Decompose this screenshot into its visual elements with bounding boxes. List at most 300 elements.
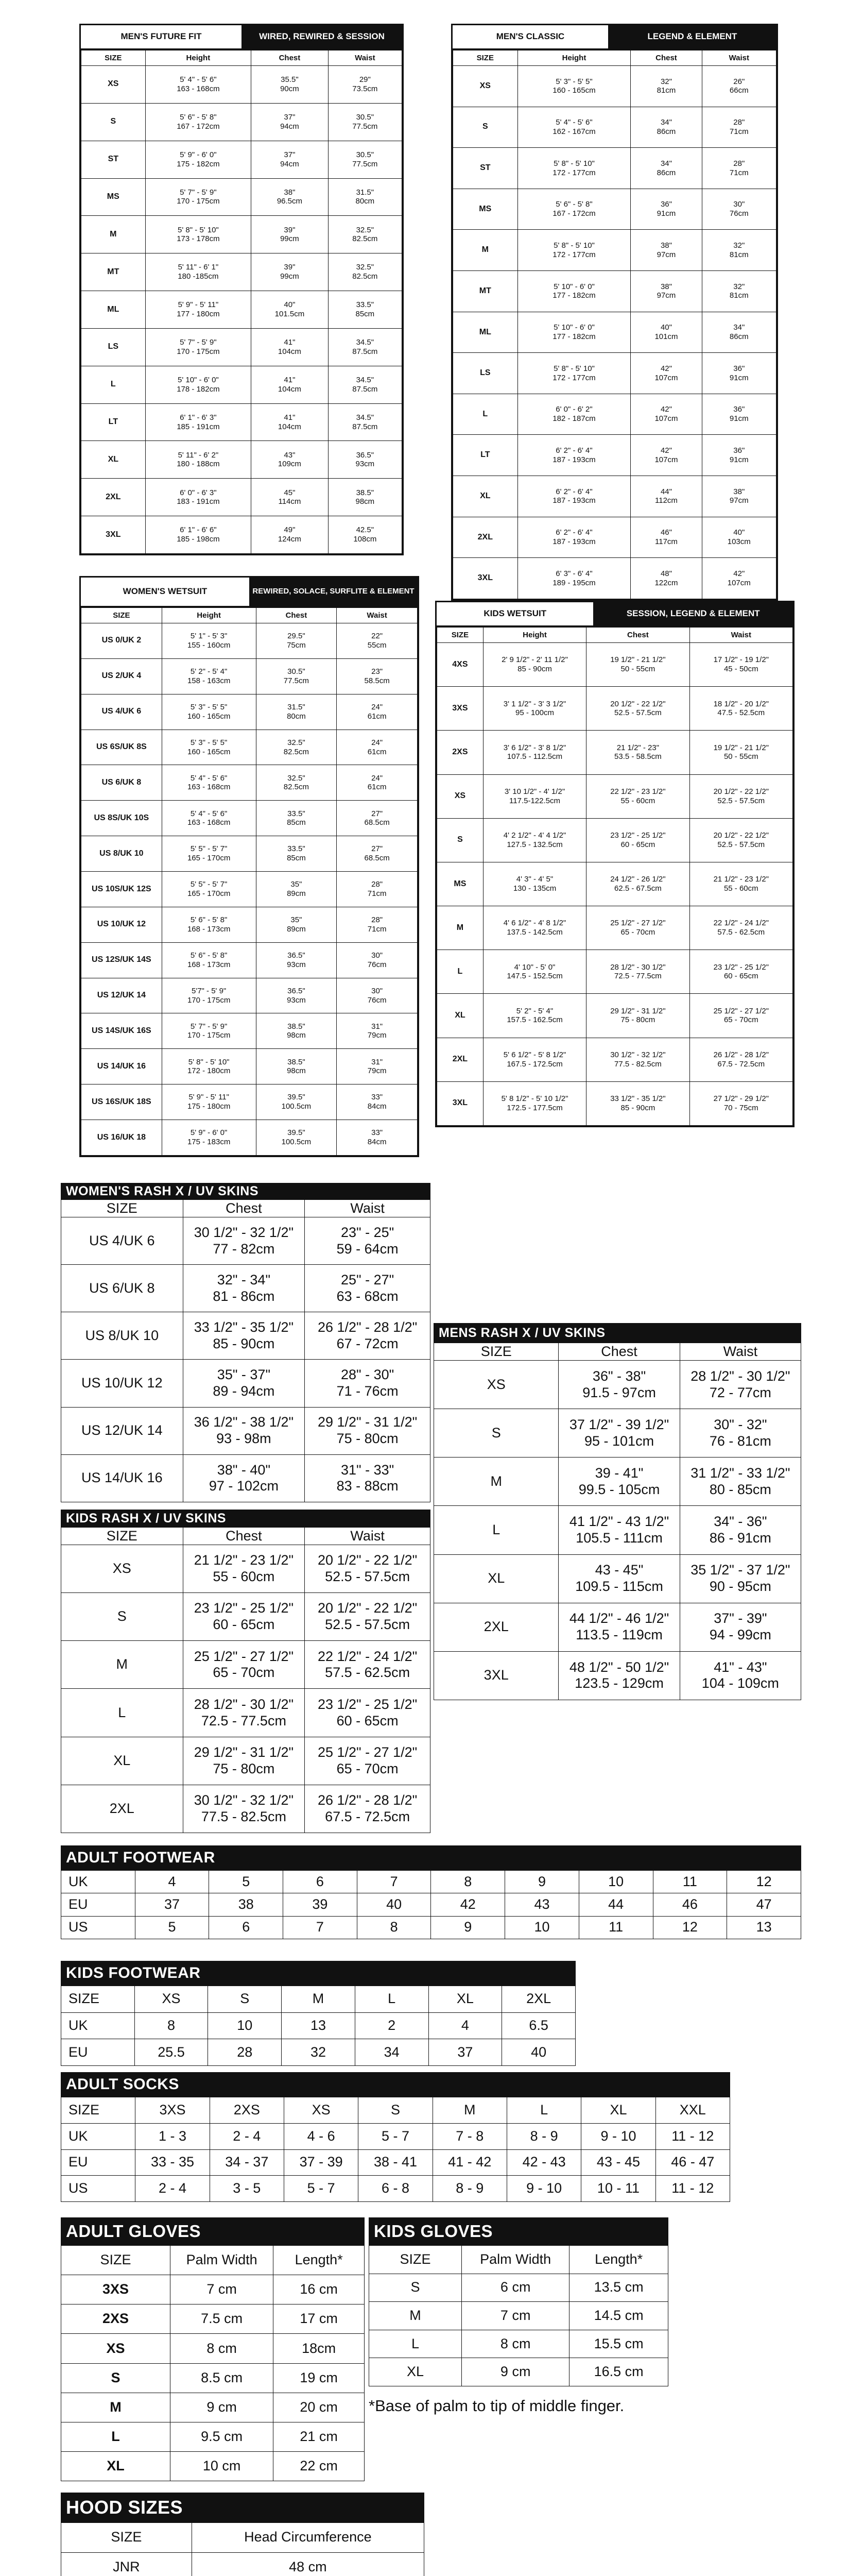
table-row <box>61 2363 365 2393</box>
size-cell: XL <box>61 1737 183 1785</box>
value-cell: 23" 58.5cm <box>337 658 418 694</box>
value-cell: 33.5" 85cm <box>256 836 337 872</box>
size-cell: SIZE <box>61 2097 135 2124</box>
womens-wetsuit-chart <box>79 576 419 1157</box>
value-cell: 3' 6 1/2" - 3' 8 1/2" 107.5 - 112.5cm <box>483 731 586 774</box>
value-cell: 37 1/2" - 39 1/2" 95 - 101cm <box>559 1409 680 1458</box>
column-header: SIZE <box>81 50 146 66</box>
value-cell: 35 1/2" - 37 1/2" 90 - 95cm <box>680 1554 801 1603</box>
value-cell: 6 - 8 <box>358 2176 433 2202</box>
size-cell: 3XL <box>453 558 518 599</box>
size-cell: 3XS <box>61 2275 170 2304</box>
value-cell: 10 <box>505 1916 579 1939</box>
value-cell: 8 cm <box>170 2334 273 2363</box>
value-cell: 32" 81cm <box>702 271 776 312</box>
table-row <box>61 1871 801 1893</box>
value-cell: 43" 109cm <box>251 441 329 479</box>
size-cell: XL <box>453 476 518 517</box>
value-cell: 12 <box>653 1916 727 1939</box>
size-cell: S <box>437 818 484 862</box>
value-cell: 6' 1" - 6' 3" 185 - 191cm <box>145 403 251 441</box>
table-row <box>437 950 793 994</box>
value-cell: 11 <box>579 1916 653 1939</box>
value-cell: 42 - 43 <box>507 2149 581 2176</box>
size-cell: LS <box>81 328 146 366</box>
value-cell: 43 - 45" 109.5 - 115cm <box>559 1554 680 1603</box>
mens-classic-chart <box>451 24 778 601</box>
value-cell: 5' 11" - 6' 1" 180 -185cm <box>145 253 251 291</box>
size-cell: XL <box>437 994 484 1038</box>
value-cell: 22 1/2" - 24 1/2" 57.5 - 62.5cm <box>305 1641 430 1689</box>
mens-future-fit-chart <box>79 24 404 555</box>
value-cell: 6' 2" - 6' 4" 187 - 193cm <box>517 435 631 476</box>
value-cell: 34" 86cm <box>702 312 776 353</box>
table-row <box>61 2176 730 2202</box>
value-cell: 5' 4" - 5' 6" 163 - 168cm <box>145 66 251 104</box>
value-cell: 2 <box>355 2012 428 2039</box>
size-cell: 2XL <box>61 1785 183 1833</box>
value-cell: 32.5" 82.5cm <box>328 253 402 291</box>
size-cell: JNR <box>61 2552 192 2576</box>
value-cell: 29 1/2" - 31 1/2" 75 - 80cm <box>305 1407 430 1454</box>
size-cell: US 10S/UK 12S <box>81 872 162 907</box>
value-cell: 5' 11" - 6' 2" 180 - 188cm <box>145 441 251 479</box>
size-cell: XS <box>434 1361 559 1409</box>
table-row <box>61 1360 430 1407</box>
table-row <box>81 103 402 141</box>
value-cell: 36.5" 93cm <box>328 441 402 479</box>
mens-rash-chart <box>434 1323 801 1700</box>
value-cell: S <box>208 1986 282 2013</box>
value-cell: 5' 5" - 5' 7" 165 - 170cm <box>162 872 256 907</box>
value-cell: 40" 103cm <box>702 517 776 558</box>
column-header: SIZE <box>434 1343 559 1361</box>
table-row <box>81 403 402 441</box>
value-cell: 39.5" 100.5cm <box>256 1084 337 1120</box>
table-row <box>81 658 418 694</box>
value-cell: 5'7" - 5' 9" 170 - 175cm <box>162 978 256 1013</box>
column-header: Waist <box>689 628 792 643</box>
value-cell: 23" - 25" 59 - 64cm <box>305 1217 430 1265</box>
size-cell: 3XL <box>81 516 146 554</box>
table-row <box>453 189 776 230</box>
value-cell: 9 cm <box>462 2358 569 2386</box>
table-row <box>81 730 418 765</box>
value-cell: 8 - 9 <box>433 2176 507 2202</box>
table-row <box>81 765 418 801</box>
size-cell: S <box>453 107 518 148</box>
table-row <box>81 328 402 366</box>
size-cell: 2XL <box>434 1603 559 1651</box>
table-row <box>81 1120 418 1156</box>
table-row <box>61 1893 801 1916</box>
value-cell: 5' 8" - 5' 10" 172 - 177cm <box>517 148 631 189</box>
value-cell: 6.5 <box>502 2012 576 2039</box>
value-cell: 40" 101cm <box>631 312 702 353</box>
chart-subtitle: LEGEND & ELEMENT <box>608 25 776 48</box>
size-cell: XS <box>81 66 146 104</box>
value-cell: 29" 73.5cm <box>328 66 402 104</box>
table-row <box>61 1545 430 1593</box>
value-cell: 9.5 cm <box>170 2422 273 2451</box>
size-cell: US 10/UK 12 <box>61 1360 183 1407</box>
table-row <box>434 1409 801 1458</box>
table-row <box>81 516 402 554</box>
value-cell: 22 1/2" - 24 1/2" 57.5 - 62.5cm <box>689 906 792 950</box>
value-cell: 5' 8" - 5' 10" 172 - 177cm <box>517 353 631 394</box>
value-cell: 25 1/2" - 27 1/2" 65 - 70cm <box>305 1737 430 1785</box>
value-cell: 38" 96.5cm <box>251 178 329 216</box>
size-cell: S <box>61 1593 183 1641</box>
size-cell: L <box>81 366 146 403</box>
value-cell: 2XS <box>210 2097 284 2124</box>
column-header: Chest <box>256 608 337 623</box>
table-row <box>61 2334 365 2363</box>
table-row <box>453 476 776 517</box>
chart-title: ADULT GLOVES <box>61 2217 365 2245</box>
value-cell: 7.5 cm <box>170 2304 273 2334</box>
column-header: SIZE <box>437 628 484 643</box>
table-row <box>61 2012 576 2039</box>
value-cell: 28 1/2" - 30 1/2" 72.5 - 77.5cm <box>586 950 689 994</box>
size-cell: UK <box>61 1871 135 1893</box>
column-header: SIZE <box>61 2523 192 2553</box>
table-row <box>434 1554 801 1603</box>
table-row <box>61 2304 365 2334</box>
value-cell: 6' 2" - 6' 4" 187 - 193cm <box>517 517 631 558</box>
value-cell: 36" 91cm <box>702 435 776 476</box>
table-row <box>61 2552 424 2576</box>
value-cell: 23 1/2" - 25 1/2" 60 - 65cm <box>689 950 792 994</box>
value-cell: 21 1/2" - 23" 53.5 - 58.5cm <box>586 731 689 774</box>
size-cell: 3XL <box>434 1651 559 1700</box>
table-row <box>453 517 776 558</box>
table-row <box>437 994 793 1038</box>
value-cell: 36" 91cm <box>702 394 776 435</box>
value-cell: 8.5 cm <box>170 2363 273 2393</box>
value-cell: 4 - 6 <box>284 2123 358 2149</box>
size-cell: US 8S/UK 10S <box>81 801 162 836</box>
value-cell: 33" 84cm <box>337 1120 418 1156</box>
table-row <box>437 731 793 774</box>
value-cell: 20 1/2" - 22 1/2" 52.5 - 57.5cm <box>305 1545 430 1593</box>
value-cell: 11 - 12 <box>655 2176 730 2202</box>
size-cell: MS <box>437 862 484 906</box>
value-cell: 39" 99cm <box>251 253 329 291</box>
value-cell: 42" 107cm <box>631 435 702 476</box>
value-cell: 5 - 7 <box>284 2176 358 2202</box>
value-cell: 6' 2" - 6' 4" 187 - 193cm <box>517 476 631 517</box>
column-header: Waist <box>702 50 776 66</box>
column-header: Chest <box>183 1528 305 1545</box>
table-row <box>81 1084 418 1120</box>
table-row <box>434 1603 801 1651</box>
value-cell: 4 <box>428 2012 502 2039</box>
value-cell: 27 1/2" - 29 1/2" 70 - 75cm <box>689 1081 792 1125</box>
size-cell: ST <box>453 148 518 189</box>
value-cell: 31.5" 80cm <box>328 178 402 216</box>
value-cell: 39 - 41" 99.5 - 105cm <box>559 1458 680 1506</box>
value-cell: 33" 84cm <box>337 1084 418 1120</box>
adult-socks-chart <box>61 2072 730 2202</box>
value-cell: 5 <box>135 1916 209 1939</box>
size-cell: 4XS <box>437 643 484 687</box>
value-cell: 28" - 30" 71 - 76cm <box>305 1360 430 1407</box>
value-cell: 8 <box>134 2012 208 2039</box>
table-row <box>61 2451 365 2481</box>
value-cell: 40 <box>502 2039 576 2066</box>
value-cell: 39.5" 100.5cm <box>256 1120 337 1156</box>
chart-title: WOMEN'S WETSUIT <box>81 578 249 606</box>
column-header: Palm Width <box>462 2246 569 2274</box>
value-cell: 41" 104cm <box>251 366 329 403</box>
chart-title: KIDS WETSUIT <box>437 602 593 625</box>
value-cell: 6 cm <box>462 2274 569 2302</box>
value-cell: 26" 66cm <box>702 66 776 107</box>
value-cell: 32.5" 82.5cm <box>328 216 402 253</box>
value-cell: 19 1/2" - 21 1/2" 50 - 55cm <box>689 731 792 774</box>
table-row <box>434 1458 801 1506</box>
value-cell: 34 <box>355 2039 428 2066</box>
value-cell: 41" - 43" 104 - 109cm <box>680 1651 801 1700</box>
value-cell: 7 cm <box>170 2275 273 2304</box>
value-cell: 12 <box>727 1871 801 1893</box>
size-cell: S <box>369 2274 462 2302</box>
column-header: SIZE <box>81 608 162 623</box>
value-cell: 32.5" 82.5cm <box>256 765 337 801</box>
column-header: Height <box>145 50 251 66</box>
value-cell: 34.5" 87.5cm <box>328 403 402 441</box>
table-row <box>61 2097 730 2124</box>
table-row <box>61 1986 576 2013</box>
size-cell: MT <box>453 271 518 312</box>
value-cell: 8 - 9 <box>507 2123 581 2149</box>
size-cell: US 10/UK 12 <box>81 907 162 942</box>
size-cell: US 0/UK 2 <box>81 623 162 659</box>
table-row <box>453 558 776 599</box>
size-cell: L <box>437 950 484 994</box>
value-cell: 28" 71cm <box>337 872 418 907</box>
value-cell: 46 - 47 <box>655 2149 730 2176</box>
kids-footwear-chart <box>61 1961 576 2066</box>
value-cell: 29 1/2" - 31 1/2" 75 - 80cm <box>586 994 689 1038</box>
size-cell: LT <box>81 403 146 441</box>
value-cell: 38" 97cm <box>631 230 702 271</box>
size-cell: XL <box>434 1554 559 1603</box>
value-cell: 5 - 7 <box>358 2123 433 2149</box>
value-cell: 29 1/2" - 31 1/2" 75 - 80cm <box>183 1737 305 1785</box>
size-cell: S <box>61 2363 170 2393</box>
value-cell: 42" 107cm <box>631 394 702 435</box>
value-cell: 45" 114cm <box>251 479 329 516</box>
value-cell: 31" 79cm <box>337 1049 418 1084</box>
size-cell: US 4/UK 6 <box>61 1217 183 1265</box>
value-cell: 5' 8" - 5' 10" 172 - 180cm <box>162 1049 256 1084</box>
column-header: Length* <box>569 2246 668 2274</box>
value-cell: 5' 2" - 5' 4" 158 - 163cm <box>162 658 256 694</box>
size-cell: MS <box>81 178 146 216</box>
value-cell: 5' 4" - 5' 6" 163 - 168cm <box>162 801 256 836</box>
value-cell: 26 1/2" - 28 1/2" 67 - 72cm <box>305 1312 430 1360</box>
size-cell: L <box>453 394 518 435</box>
value-cell: 48 cm <box>192 2552 424 2576</box>
size-cell: US 2/UK 4 <box>81 658 162 694</box>
value-cell: 38.5" 98cm <box>328 479 402 516</box>
value-cell: 4' 6 1/2" - 4' 8 1/2" 137.5 - 142.5cm <box>483 906 586 950</box>
value-cell: 4' 3" - 4' 5" 130 - 135cm <box>483 862 586 906</box>
table-row <box>453 230 776 271</box>
size-cell: S <box>434 1409 559 1458</box>
column-header: Chest <box>559 1343 680 1361</box>
column-header: Waist <box>328 50 402 66</box>
value-cell: 47 <box>727 1893 801 1916</box>
size-cell: US 12/UK 14 <box>61 1407 183 1454</box>
value-cell: 3' 10 1/2" - 4' 1/2" 117.5-122.5cm <box>483 774 586 818</box>
value-cell: 22" 55cm <box>337 623 418 659</box>
value-cell: 6' 0" - 6' 3" 183 - 191cm <box>145 479 251 516</box>
value-cell: 32" 81cm <box>631 66 702 107</box>
value-cell: 46 <box>653 1893 727 1916</box>
value-cell: 8 cm <box>462 2330 569 2358</box>
table-row <box>61 2123 730 2149</box>
value-cell: 34" 86cm <box>631 107 702 148</box>
value-cell: 5' 5" - 5' 7" 165 - 170cm <box>162 836 256 872</box>
size-cell: EU <box>61 2039 135 2066</box>
value-cell: 1 - 3 <box>135 2123 210 2149</box>
size-cell: L <box>61 2422 170 2451</box>
table-row <box>61 1312 430 1360</box>
value-cell: 4' 2 1/2" - 4' 4 1/2" 127.5 - 132.5cm <box>483 818 586 862</box>
table-row <box>81 141 402 178</box>
chart-subtitle: SESSION, LEGEND & ELEMENT <box>593 602 793 625</box>
table-row <box>437 818 793 862</box>
value-cell: 5' 10" - 6' 0" 178 - 182cm <box>145 366 251 403</box>
value-cell: 42.5" 108cm <box>328 516 402 554</box>
table-row <box>437 1038 793 1081</box>
value-cell: 4 <box>135 1871 209 1893</box>
value-cell: 11 - 12 <box>655 2123 730 2149</box>
value-cell: 20 cm <box>273 2393 365 2422</box>
value-cell: 11 <box>653 1871 727 1893</box>
column-header: Waist <box>305 1200 430 1217</box>
value-cell: 6' 0" - 6' 2" 182 - 187cm <box>517 394 631 435</box>
table-row <box>81 1049 418 1084</box>
value-cell: 2XL <box>502 1986 576 2013</box>
table-row <box>437 687 793 731</box>
value-cell: 38" 97cm <box>631 271 702 312</box>
size-cell: M <box>369 2302 462 2330</box>
value-cell: 23 1/2" - 25 1/2" 60 - 65cm <box>183 1593 305 1641</box>
chart-title: ADULT SOCKS <box>61 2072 730 2097</box>
value-cell: 36" 91cm <box>702 353 776 394</box>
value-cell: 5' 4" - 5' 6" 163 - 168cm <box>162 765 256 801</box>
size-cell: US 6S/UK 8S <box>81 730 162 765</box>
size-cell: MS <box>453 189 518 230</box>
adult-footwear-chart <box>61 1845 801 1939</box>
value-cell: 32.5" 82.5cm <box>256 730 337 765</box>
table-row <box>61 1641 430 1689</box>
value-cell: 44" 112cm <box>631 476 702 517</box>
size-cell: 2XL <box>437 1038 484 1081</box>
value-cell: 29.5" 75cm <box>256 623 337 659</box>
value-cell: 6 <box>283 1871 357 1893</box>
table-row <box>81 836 418 872</box>
size-cell: US 12/UK 14 <box>81 978 162 1013</box>
column-header: Waist <box>680 1343 801 1361</box>
value-cell: 30.5" 77.5cm <box>256 658 337 694</box>
column-header: SIZE <box>453 50 518 66</box>
value-cell: 9 <box>431 1916 505 1939</box>
value-cell: M <box>433 2097 507 2124</box>
value-cell: 10 <box>579 1871 653 1893</box>
value-cell: 5' 8" - 5' 10" 173 - 178cm <box>145 216 251 253</box>
value-cell: 37" 94cm <box>251 103 329 141</box>
value-cell: XXL <box>655 2097 730 2124</box>
value-cell: 24" 61cm <box>337 694 418 730</box>
value-cell: 25 1/2" - 27 1/2" 65 - 70cm <box>586 906 689 950</box>
kids-rash-chart <box>61 1510 430 1833</box>
value-cell: XL <box>428 1986 502 2013</box>
value-cell: 37" - 39" 94 - 99cm <box>680 1603 801 1651</box>
table-row <box>81 1013 418 1049</box>
value-cell: M <box>282 1986 355 2013</box>
value-cell: 10 - 11 <box>581 2176 655 2202</box>
table-row <box>61 1689 430 1737</box>
value-cell: 32" 81cm <box>702 230 776 271</box>
value-cell: 6 <box>209 1916 283 1939</box>
value-cell: 48" 122cm <box>631 558 702 599</box>
value-cell: 44 1/2" - 46 1/2" 113.5 - 119cm <box>559 1603 680 1651</box>
value-cell: 20 1/2" - 22 1/2" 52.5 - 57.5cm <box>689 774 792 818</box>
size-cell: UK <box>61 2123 135 2149</box>
value-cell: 7 - 8 <box>433 2123 507 2149</box>
size-cell: L <box>434 1506 559 1554</box>
value-cell: 9 - 10 <box>507 2176 581 2202</box>
value-cell: 44 <box>579 1893 653 1916</box>
value-cell: 9 <box>505 1871 579 1893</box>
value-cell: XS <box>284 2097 358 2124</box>
value-cell: 27" 68.5cm <box>337 836 418 872</box>
value-cell: 28" 71cm <box>337 907 418 942</box>
table-row <box>81 441 402 479</box>
value-cell: 35" - 37" 89 - 94cm <box>183 1360 305 1407</box>
value-cell: 5' 9" - 6' 0" 175 - 183cm <box>162 1120 256 1156</box>
value-cell: 28" 71cm <box>702 148 776 189</box>
value-cell: 37 <box>135 1893 209 1916</box>
value-cell: 21 1/2" - 23 1/2" 55 - 60cm <box>689 862 792 906</box>
column-header: Chest <box>183 1200 305 1217</box>
value-cell: 2 - 4 <box>210 2123 284 2149</box>
value-cell: 5' 3" - 5' 5" 160 - 165cm <box>162 730 256 765</box>
value-cell: 25 1/2" - 27 1/2" 65 - 70cm <box>689 994 792 1038</box>
table-row <box>61 1265 430 1312</box>
table-row <box>369 2358 668 2386</box>
column-header: Palm Width <box>170 2246 273 2275</box>
value-cell: 5' 9" - 6' 0" 175 - 182cm <box>145 141 251 178</box>
value-cell: 9 cm <box>170 2393 273 2422</box>
value-cell: 34.5" 87.5cm <box>328 366 402 403</box>
table-row <box>81 694 418 730</box>
size-cell: M <box>437 906 484 950</box>
table-row <box>61 2275 365 2304</box>
value-cell: 5' 8" - 5' 10" 172 - 177cm <box>517 230 631 271</box>
value-cell: 39 <box>283 1893 357 1916</box>
chart-title: KIDS RASH X / UV SKINS <box>61 1510 430 1527</box>
value-cell: 31.5" 80cm <box>256 694 337 730</box>
value-cell: 49" 124cm <box>251 516 329 554</box>
value-cell: 26 1/2" - 28 1/2" 67.5 - 72.5cm <box>305 1785 430 1833</box>
size-cell: US 4/UK 6 <box>81 694 162 730</box>
